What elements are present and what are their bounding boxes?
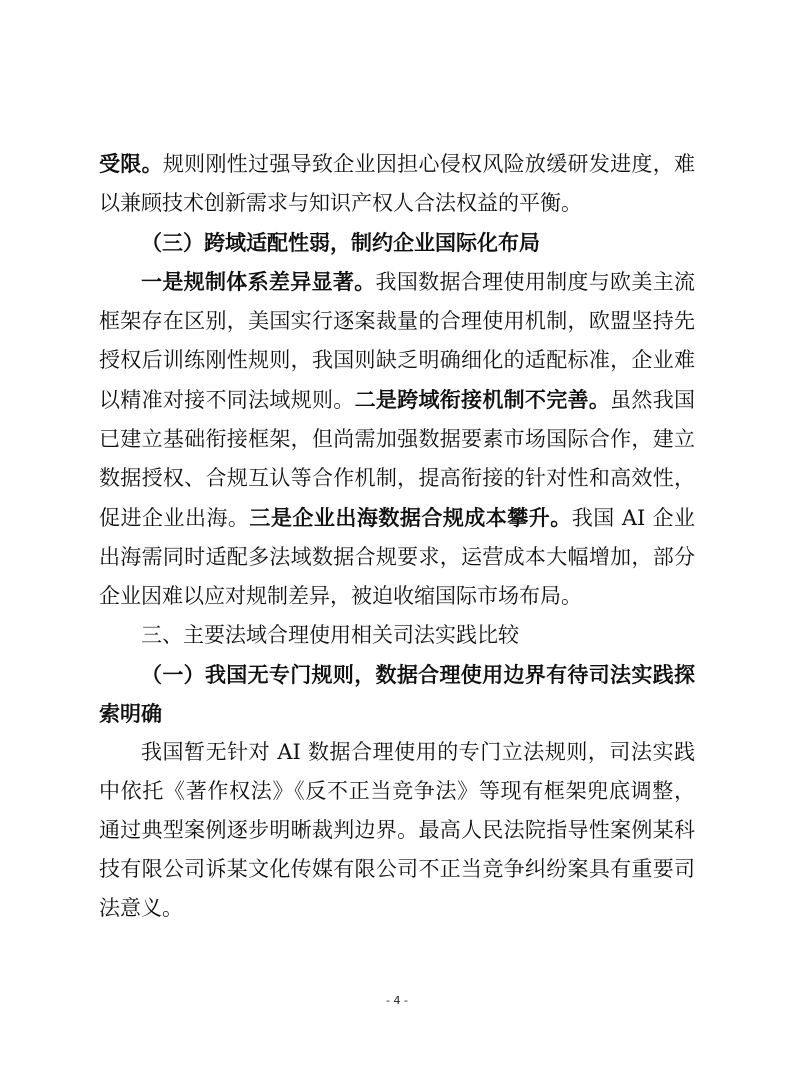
point-two-text: 虽然我国已建立基础衔接框架，但尚需加强数据要素市场国际合作，建立数据授权、合规互认等合作机制，提高衔接的针对性和高效性，促进企业出海。 bbox=[99, 388, 696, 530]
paragraph-judicial-practice: 我国暂无针对 AI 数据合理使用的专门立法规则，司法实践中依托《著作权法》《反不正当竞争法》等现有框架兜底调整，通过典型案例逐步明晰裁判边界。最高人民法院指导性案例某科技有限公司诉某文化传媒有限公司不正当竞争纠纷案具有重要司法意义。 bbox=[99, 740, 695, 920]
subheading-one: （一）我国无专门规则，数据合理使用边界有待司法实践探索明确 bbox=[99, 662, 695, 726]
section-heading: 三、主要法域合理使用相关司法实践比较 bbox=[141, 623, 519, 647]
paragraph-continuation bbox=[99, 144, 695, 223]
point-one-bold: 一是规制体系差异显著。 bbox=[141, 269, 376, 294]
point-one-text: 我国数据合理使用制度与欧美主流框架存在区别，美国实行逐案裁量的合理使用机制，欧盟坚持先授权后训练刚性规则，我国则缺乏明确细化的适配标准，企业难以精准对接不同法域规则。 bbox=[99, 270, 696, 412]
point-three-bold: 三是企业出海数据合规成本攀升。 bbox=[249, 505, 572, 530]
bold-lead: 受限。 bbox=[99, 151, 163, 176]
page-number: - 4 - bbox=[386, 994, 408, 1007]
point-three-text: 我国 AI 企业出海需同时适配多法域数据合规要求，运营成本大幅增加，部分企业因难以应对规制差异，被迫收缩国际市场布局。 bbox=[99, 506, 696, 608]
point-two-bold: 二是跨域衔接机制不完善。 bbox=[354, 387, 611, 412]
paragraph-cross-domain bbox=[99, 262, 695, 616]
body-text bbox=[99, 144, 695, 928]
paragraph-text: 规则刚性过强导致企业因担心侵权风险放缓研发进度，难以兼顾技术创新需求与知识产权人合法权益的平衡。 bbox=[99, 152, 695, 215]
subheading-three: （三）跨域适配性弱，制约企业国际化布局 bbox=[141, 230, 540, 255]
